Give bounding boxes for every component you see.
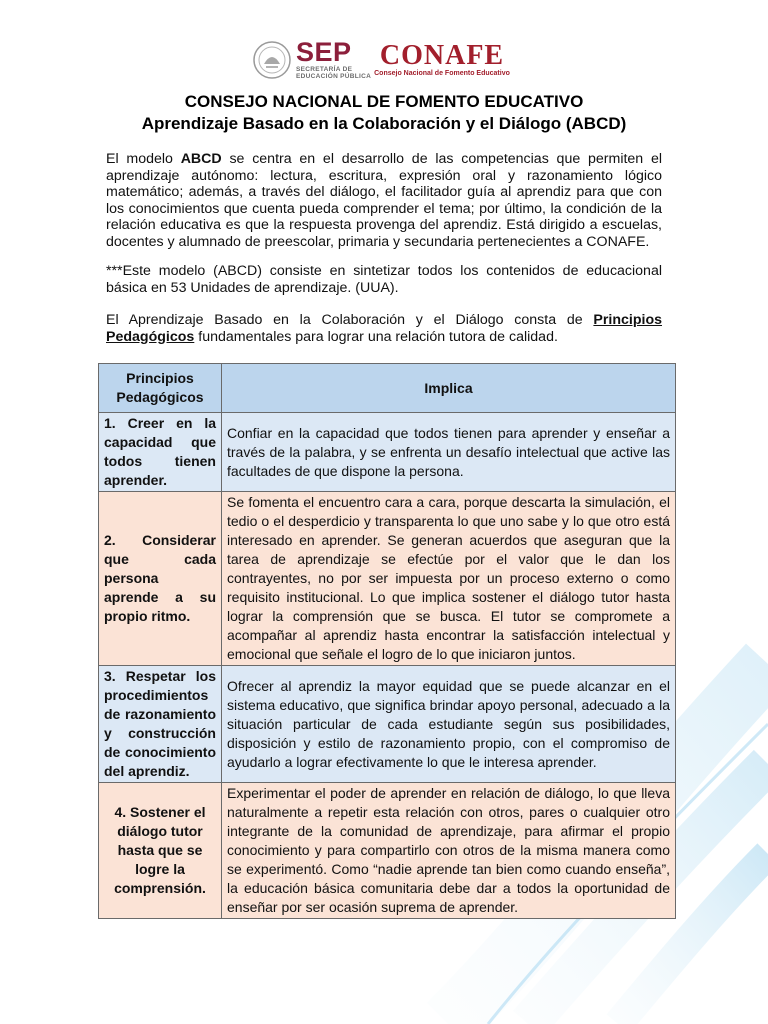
table-row [99,783,676,919]
header-principios: Principios Pedagógicos [99,364,222,413]
table-row [99,666,676,783]
sep-sub-line1: SECRETARÍA DE [296,66,353,73]
principio-cell: 2. Considerar que cada persona aprende a su propio ritmo. [99,492,222,666]
principles-intro-paragraph: El Aprendizaje Basado en la Colaboración y el Diálogo consta de Principios Pedagógicos fundamentales para lograr una relación tutora de calidad. [106,312,662,345]
principios-link: Principios Pedagógicos [106,312,662,345]
conafe-subtitle: Consejo Nacional de Fomento Educativo [374,70,510,77]
note-paragraph: ***Este modelo (ABCD) consiste en sintetizar todos los contenidos de educacional básica en 53 Unidades de aprendizaje. (UUA). [106,263,662,296]
implica-cell: Confiar en la capacidad que todos tienen para aprender y enseñar a través de la palabra, y se enfrenta un desafío intelectual que active las facultades de que dispone la persona. [222,413,676,492]
table-row [99,492,676,666]
conafe-logo [373,42,511,78]
header-logos [0,36,768,86]
conafe-logo-text: CONAFE [379,40,505,71]
implica-cell: Se fomenta el encuentro cara a cara, porque descarta la simulación, el tedio o el desperdicio y transparenta lo que uno sabe y lo que otro está interesado en aprender. Se generan acuerdos que aseguran que la tarea de aprendizaje se efectúe por el valor que le dan los contrayentes, no por ser impuesta por un proceso externo o como requisito institucional. Lo que implica sostener el diálogo tutor hasta lograr la comprensión que se busca. El tutor se compromete a acompañar al aprendiz hasta encontrar la satisfacción intelectual y emocional que señale el logro de lo que iniciaron juntos. [222,492,676,666]
principles-table [98,363,676,919]
table-row [99,413,676,492]
principio-cell: 1. Creer en la capacidad que todos tienen aprender. [99,413,222,492]
sep-sub-line2: EDUCACIÓN PÚBLICA [296,73,372,80]
header-implica: Implica [222,364,676,413]
implica-cell: Ofrecer al aprendiz la mayor equidad que se puede alcanzar en el sistema educativo, que significa brindar apoyo personal, adecuado a la situación particular de cada estudiante según sus posibilidades, disposición y estilo de razonamiento propio, con el compromiso de ayudarlo a lograr efectivamente lo que le interesa aprender. [222,666,676,783]
table-header-row [99,364,676,413]
mexico-seal-icon [252,40,292,80]
document-subtitle: Aprendizaje Basado en la Colaboración y el Diálogo (ABCD) [141,114,627,133]
sep-logo [296,38,371,80]
intro-paragraph: El modelo ABCD se centra en el desarrollo de las competencias que permiten el aprendizaje autónomo: lectura, escritura, expresión oral y razonamiento lógico matemático; además, a través del diálogo, el facilitador guía al aprendiz para que con los conocimientos que cuenta pueda comprender el tema; por último, la condición de la relación educativa es que la respuesta provenga del aprendiz. Está dirigido a escuelas, docentes y alumnado de preescolar, primaria y secundaria pertenecientes a CONAFE. [106,151,663,250]
implica-cell: Experimentar el poder de aprender en relación de diálogo, lo que lleva naturalmente a repetir esta relación con otros, pares o cualquier otro integrante de la comunidad de aprendizaje, para afirmar el propio conocimiento y para compartirlo con otros de la misma manera como se experimentó. Como “nadie aprende tan bien como cuando enseña”, la educación básica comunitaria debe dar a todos la oportunidad de enseñar por ser ocasión suprema de aprender. [222,783,676,919]
abcd-bold: ABCD [180,151,222,167]
principio-cell: 4. Sostener el diálogo tutor hasta que se logre la comprensión. [99,783,222,919]
document-title: CONSEJO NACIONAL DE FOMENTO EDUCATIVO [184,92,584,111]
sep-logo-text: SEP [296,37,352,67]
principio-cell: 3. Respetar los procedimientos de razonamiento y construcción de conocimiento del aprendiz. [99,666,222,783]
